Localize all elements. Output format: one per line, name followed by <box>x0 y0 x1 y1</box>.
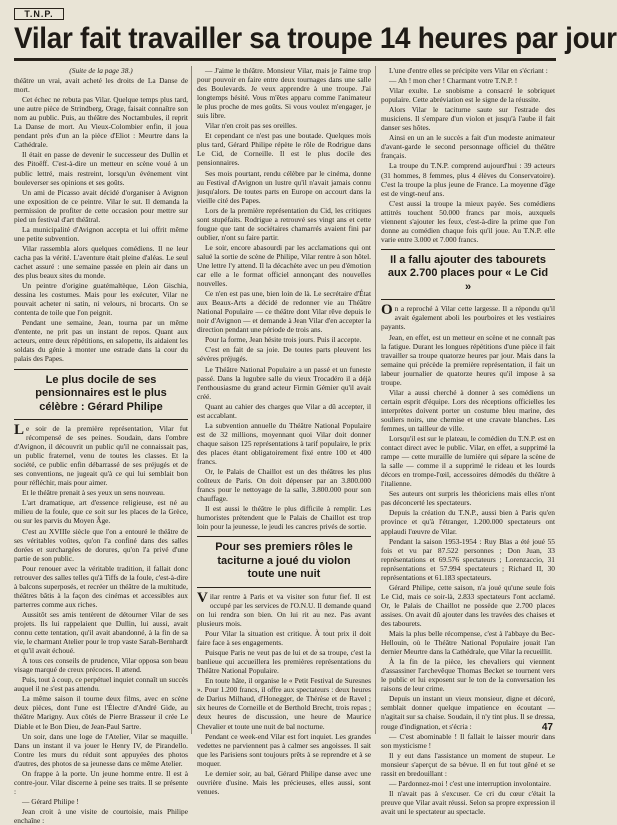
paragraph: Pendant ce week-end Vilar est fort inquiet. Les grandes vedettes ne parviennent pas à calmer ses angoisses. Il sait que les Parisiens sont toujours prêts à se reprendre et à se moquer. <box>197 731 371 768</box>
body-block <box>197 66 371 531</box>
paragraph: La même saison il tourne deux films, avec en scène deux pièces, dont l'une est l'Électre d'André Gide, au théâtre Marigny. Aux côtés de Pierre Brasseur il crée Le Diable et le Bon Dieu, de Jean-Paul Sartre. <box>14 694 188 731</box>
paragraph: Lors de la première représentation du Cid, les critiques sont stupéfaits. Rodrigue a retrouvé ses vingt ans et cette fougue que tant de sociétaires chamarrés avaient fini par oublier, n'ont su faire partir. <box>197 205 371 242</box>
paragraph: Le dernier soir, au bal, Gérard Philipe danse avec une ouvrière d'usine. Mais les précieuses, elles aussi, sont venues. <box>197 768 371 796</box>
body-block <box>381 66 555 244</box>
paragraph: Quant au cahier des charges que Vilar a dû accepter, il est accablant. <box>197 401 371 420</box>
article-column-1 <box>14 66 188 825</box>
paragraph: La troupe du T.N.P. comprend aujourd'hui : 39 acteurs (31 hommes, 8 femmes, plus 4 élèves du Conservatoire). C'est la troupe la plus jeune de France. La moyenne d'âge est de vingt-neuf ans. <box>381 161 555 198</box>
paragraph: Ce n'en est pas une, bien loin de là. Le secrétaire d'État aux Beaux-Arts a décidé de redonner vie au Théâtre National Populaire — ce théâtre dont Vilar rêve depuis le noir d'Avignon — et demande à Jean Vilar d'en accepter la direction pendant une période de trois ans. <box>197 289 371 335</box>
paragraph: Depuis la création du T.N.P., aussi bien à Paris qu'en province et qu'à l'étranger, 1.200.000 spectateurs ont applaudi l'œuvre de Vilar. <box>381 508 555 536</box>
paragraph: La municipalité d'Avignon accepta et lui offrit même une petite subvention. <box>14 224 188 243</box>
paragraph: — Gérard Philipe ! <box>22 796 79 806</box>
paragraph: Lorsqu'il est sur le plateau, le comédien du T.N.P. est en contact direct avec le public. Vilar, en effet, a supprimé la rampe — cette muraille de lumière qui sépare la scène de la salle — comme il a supprimé le rideau et les lourds décors en trompe-l'œil, accessoires démodés du théâtre à l'italienne. <box>381 434 555 489</box>
paragraph: Il est aussi le théâtre le plus difficile à remplir. Les humoristes prétendent que le Palais de Chaillot est trop loin pour la jeunesse, le jeudi les cancres privés de sortie. <box>197 504 371 532</box>
paragraph: Et cependant ce n'est pas une boutade. Quelques mois plus tard, Gérard Philipe répète le rôle de Rodrigue dans Le Cid, de Corneille. Il est le plus docile des pensionnaires. <box>197 131 371 168</box>
body-block <box>381 304 555 816</box>
paragraph: Cet échec ne rebuta pas Vilar. Quelque temps plus tard, une autre pièce de Strindberg, Orage, faisait connaître son nom au public. Puis, au théâtre des Noctambules, il reprit La Danse de mort. Au Vieux-Colombier enfin, il joua pendant près d'un an la pièce d'Eliot : Meurtre dans la Cathédrale. <box>14 95 188 150</box>
column-divider <box>375 66 376 734</box>
page-number: 47 <box>541 722 553 733</box>
paragraph: Jean croit à une visite de courtoisie, mais Philipe enchaîne : <box>14 806 188 825</box>
article-column-2 <box>197 66 371 796</box>
paragraph: C'est aussi la troupe la mieux payée. Ses comédiens attitrés touchent 50.000 francs par mois, auxquels viennent s'ajouter les feux, c'est-à-dire la prime que l'on donne au comédien chaque fois qu'il joue. Au T.N.P. elle varie entre 3.000 et 7.000 francs. <box>381 198 555 244</box>
paragraph: Vilar rentre à Paris et va visiter son futur fief. Il est occupé par les services de l'O.N.U. Il demande quand on lui rendra son bien. On lui rit au nez. Pas avant plusieurs mois. <box>197 589 371 628</box>
paragraph: C'est en fait de sa joie. De toutes parts pleuvent les sévères préjugés. <box>197 345 371 364</box>
paragraph: Pour la forme, Jean hésite trois jours. Puis il accepte. <box>205 335 362 345</box>
paragraph: Un peintre d'origine guatémaltèque, Léon Gischia, dessina les costumes. Mais pour les exécuter, Vilar ne pouvait acheter ni satin, ni velours, ni brocarts. On se contenta de toile que l'on peignit. <box>14 281 188 318</box>
paragraph: Il y eut dans l'assistance un moment de stupeur. Le monsieur s'aperçut de sa bévue. Il en fut tout gêné et se rassit en bredouillant : <box>381 750 555 778</box>
paragraph: On frappe à la porte. Un jeune homme entre. Il est à contre-jour. Vilar discerne à peine ses traits. Il se présente : <box>14 768 188 796</box>
paragraph: Ses auteurs ont surpris les théoriciens mais elles n'ont pas déconcerté les spectateurs. <box>381 489 555 508</box>
paragraph: Un soir, dans une loge de l'Atelier, Vilar se maquille. Dans un instant il va jouer le Henry IV, de Pirandello. Contre les murs du réduit sont appuyées des photos d'autres, des photos de sa jeunesse dans ce même Atelier. <box>14 731 188 768</box>
headline-rule-thin <box>14 60 556 61</box>
paragraph: Vilar exulte. Le snobisme a consacré le sobriquet populaire. Cette abréviation est le signe de la réussite. <box>381 86 555 105</box>
paragraph: Le soir, encore abasourdi par les acclamations qui ont salué la sortie de scène de Philipe, Vilar rentre à son hôtel. Une lettre l'y attend. Il la décachète avec un peu d'émotion car elle a le format officiel annonçant des nouvelles nouvelles. <box>197 242 371 289</box>
paragraph: Et le théâtre prenait à ses yeux un sens nouveau. <box>22 488 165 498</box>
paragraph: La subvention annuelle du Théâtre National Populaire est de 32 millions, moyennant quoi Vilar doit donner chaque saison 125 représentations à tarif populaire, le prix des places étant obligatoirement fixé entre 100 et 400 francs. <box>197 420 371 466</box>
paragraph: À tous ces conseils de prudence, Vilar opposa son beau visage marqué de creux précoces. Il attend. <box>14 656 188 675</box>
paragraph: Pendant une semaine, Jean, tourna par un même d'entente, ne prit pas un instant de repos. Quant aux acteurs, entre deux répétitions, en salopette, ils aidaient les soldats du génie à monter une estrade dans la cour du palais des Papes. <box>14 318 188 364</box>
subhead-rule <box>14 419 188 420</box>
paragraph: Il n'avait pas à s'excuser. Ce cri du cœur c'était la preuve que Vilar avait réussi. Selon sa propre expression il avait uni le spectateur au spectacle. <box>381 788 555 816</box>
subhead-rule <box>14 369 188 370</box>
paragraph: Pour renouer avec la véritable tradition, il fallait donc retrouver des salles telles qu'à Tiffs de la foule, c'est-à-dire à balcons superposés, et recréer un théâtre de la multitude, théâtres bâtis à la façon des cinémas et accessibles aux parterres comme aux riches. <box>14 563 188 609</box>
paragraph: Il était en passe de devenir le successeur des Dullin et des Pitoëff. C'est-à-dire un metteur en scène voué à un public lettré, mais restreint, lorsqu'un événement vint bouleverser ses opinions et ses goûts. <box>14 150 188 187</box>
paragraph: Mais la plus belle récompense, c'est à l'abbaye du Bec-Hellouin, où le Théâtre National Populaire jouait l'an dernier Meurtre dans la Cathédrale, que Vilar la recueillit. <box>381 629 555 657</box>
subhead-rule <box>381 299 555 300</box>
paragraph: Puisque Paris ne veut pas de lui et de sa troupe, c'est la banlieue qui accueillera les premières représentations du Théâtre National Populaire. <box>197 648 371 676</box>
body-block <box>14 424 188 825</box>
paragraph: — Ah ! mon cher ! Charmant votre T.N.P. ! <box>389 76 518 86</box>
paragraph: Aussitôt ses amis tentèrent de détourner Vilar de ses projets. Ils lui rappelaient que Dullin, lui aussi, avait connu cette tentation, qu'il avait abandonné, à la fin de sa vie, le charmant Atelier pour le trop vaste Sarah-Bernhardt et qu'il avait échoué. <box>14 609 188 656</box>
paragraph: Jean, en effet, est un metteur en scène et ne connaît pas la fatigue. Durant les longues répétitions d'une pièce il fait travailler sa troupe quatorze heures par jour. Mais dans la semaine qui précède la première représentation, il fait un labeur journalier de quatorze heures qu'il impose à sa troupe. <box>381 332 555 387</box>
body-block <box>197 589 371 796</box>
paragraph: À la fin de la pièce, les chevaliers qui viennent d'assassiner l'archevêque Thomas Becket se tournent vers le public et lui exposent sur le ton de la conversation les raisons de leur crime. <box>381 657 555 694</box>
subhead-rule <box>197 536 371 537</box>
subheading: Pour ses premiers rôles le taciturne a joué du violon toute une nuit <box>215 541 353 581</box>
paragraph: Depuis un instant un vieux monsieur, digne et décoré, semblait donner quelque impatience en écoutant — n'agitait sur sa chaise. Soudain, il n'y tint plus. Il se dressa, rouge d'indignation, et s'écria : <box>381 694 555 731</box>
subheading: Le plus docile de ses pensionnaires est le plus célèbre : Gérard Philipe <box>35 373 167 413</box>
section-tag: T.N.P. <box>14 8 64 20</box>
paragraph: Vilar rassembla alors quelques comédiens. Il ne leur cacha pas la vérité. L'aventure était pleine d'aléas. Le seul cachet assuré : une semaine passée en plein air dans un des plus beaux sites du monde. <box>14 243 188 281</box>
paragraph: théâtre un vrai, avait acheté les droits de La Danse de mort. <box>14 76 188 95</box>
paragraph: En toute hâte, il organise le « Petit Festival de Suresnes ». Pour 1.200 francs, il offre aux spectateurs : deux heures de Darius Milhaud, d'Honegger, de Thérèse et de Ravel ; six heures de Corneille et de Berthold Brecht, trois repas ; deux heures de discussion, une heure de Maurice Chevalier et toute une nuit de bal nocturne. <box>197 676 371 731</box>
paragraph: — C'est abominable ! Il fallait le laisser mourir dans son mysticisme ! <box>381 731 555 750</box>
subheading: Il a fallu ajouter des tabourets aux 2.700 places pour « Le Cid » <box>387 253 549 293</box>
paragraph: Pour Vilar la situation est critique. À tout prix il doit faire face à ses engagements. <box>197 629 371 648</box>
paragraph: — J'aime le théâtre. Monsieur Vilar, mais je l'aime trop pour pouvoir en faire entre deux tournages dans une salle des Boulevards. Je veux apprendre à une troupe. J'ai longtemps hésité. Vous m'êtes apparu comme l'animateur le plus proche de mes goûts. Si vous voulez m'engager, je suis libre. <box>197 66 371 121</box>
paragraph: — Pardonnez-moi ! c'est une interruption involontaire. <box>389 778 552 788</box>
article-column-3 <box>381 66 555 816</box>
subhead-rule <box>197 587 371 588</box>
paragraph: Gérard Philipe, cette saison, n'a joué qu'une seule fois Le Cid, mais ce soir-là, 2.833 spectateurs l'ont acclamé. Or, le Palais de Chaillot ne possède que 2.700 places assises. On avait dû ajouter dans les travées des chaises et des tabourets. <box>381 582 555 628</box>
headline: Vilar fait travailler sa troupe 14 heures par jour <box>14 22 617 55</box>
paragraph: Ainsi en un an le succès a fait d'un modeste animateur d'avant-garde le second personnage officiel du théâtre français. <box>381 133 555 161</box>
paragraph: Vilar a aussi cherché à donner à ses comédiens un certain esprit d'équipe. Lors des réceptions officielles les interprètes doivent porter un costume bleu marine, des souliers noirs, une chemise et une cravate blanches. Les femmes, un tailleur de ville. <box>381 387 555 433</box>
paragraph: Or, le Palais de Chaillot est un des théâtres les plus coûteux de Paris. On doit dépenser par an 3.800.000 francs pour le nettoyage de la salle, 3.800.000 pour son chauffage. <box>197 467 371 504</box>
body-block <box>14 76 188 363</box>
paragraph: Le soir de la première représentation, Vilar fut récompensé de ses peines. Soudain, dans l'ombre d'Avignon, il découvrit un public qu'il ne connaissait pas, un public fraternel, venu de toutes les classes. Et la société, ce public enfin débarrassé de ses préjugés et de ses conventions, ne jugeait qu'à ce qui lui semblait bon pour réfléchir, mais pour aimer. <box>14 422 188 488</box>
paragraph: Un ami de Picasso avait décidé d'organiser à Avignon une exposition de ce peintre. Vilar le sut. Il demanda la permission de profiter de cette occasion pour mettre sur pied un festival d'art théâtral. <box>14 187 188 224</box>
paragraph: Ses mois pourtant, rendu célèbre par le cinéma, donne au Festival d'Avignon un lustre qu'il n'avait jamais connu jusqu'alors. De toutes parts en Europe on accourt dans la vieille cité des Papes. <box>197 168 371 205</box>
paragraph: Alors Vilar le taciturne saute sur l'estrade des musiciens. Il s'empare d'un violon et jusqu'à l'aube il fait danser ses hôtes. <box>381 105 555 133</box>
paragraph: Le Théâtre National Populaire a un passé et un funeste passé. Dans la lugubre salle du vieux Trocadéro il a déjà l'enthousiasme du grand acteur Firmin Gémier qu'il avait créé. <box>197 364 371 401</box>
continued-note: (Suite de la page 38.) <box>69 66 133 75</box>
paragraph: On a reproché à Vilar cette largesse. Il a répondu qu'il avait également aboli les pourboires et les vestiaires payants. <box>381 302 555 332</box>
paragraph: L'art dramatique, art d'essence religieuse, est né au milieu de la foule, que ce soit sur les places de la Grèce, ou sur les parvis du Moyen Âge. <box>14 498 188 526</box>
paragraph: Vilar n'en croit pas ses oreilles. <box>205 121 298 131</box>
column-divider <box>191 66 192 734</box>
paragraph: C'est au XVIIIe siècle que l'on a entouré le théâtre de ses véritables voûtes, qu'on l'a confiné dans des salles dorées et surchargées de dorures, qu'on l'a privé d'une partie de son public. <box>14 526 188 563</box>
paragraph: Pendant la saison 1953-1954 : Ruy Blas a été joué 55 fois et vu par 87.522 personnes ; Don Juan, 33 représentations et 69.576 spectateurs ; Lorenzaccio, 31 représentations et 57.994 spectateurs ; Richard II, 30 représentations et 61.183 spectateurs. <box>381 536 555 582</box>
subhead-rule <box>381 249 555 250</box>
paragraph: L'une d'entre elles se précipite vers Vilar en s'écriant : <box>389 66 548 75</box>
paragraph: Puis, tout à coup, ce perpétuel inquiet connaît un succès auquel il ne s'est pas attendu. <box>14 675 188 694</box>
